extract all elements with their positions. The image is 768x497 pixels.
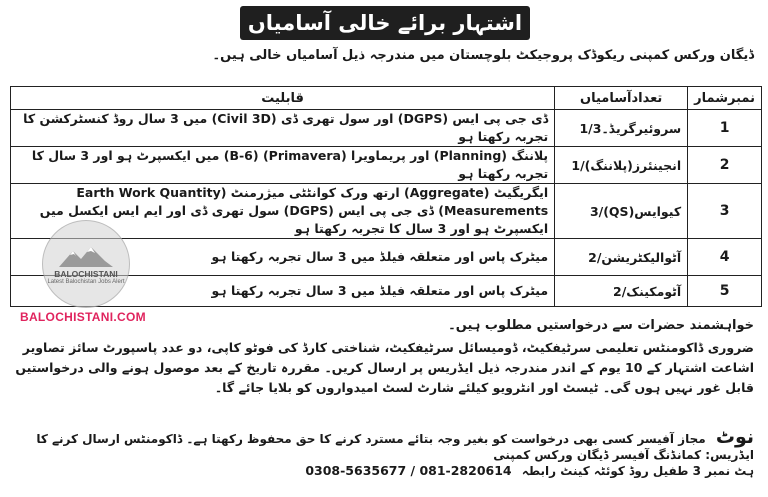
instructions-paragraph: ضروری ڈاکومنٹس تعلیمی سرٹیفکیٹ، ڈومیسائل سرٹیفکیٹ، شناختی کارڈ کی فوٹو کاپی، دو عدد پاسپورٹ سائز تصاویر اشاعت اشتہار کے 10 یوم کے اندر مندرجہ ذیل ایڈریس پر ارسال کریں۔ مقررہ تاریخ کے بعد موصول ہونے والی درخواستیں قابل غور نہیں ہوں گی۔ ٹیسٹ اور انٹرویو کیلئے شارٹ لسٹ امیدواروں کو بلایا جائے گا۔ [15, 340, 754, 395]
footer-address: ہٹ نمبر 3 طفیل روڈ کوئٹہ کینٹ رابطہ [521, 464, 754, 478]
intro-text: ڈیگان ورکس کمپنی ریکوڈک پروجیکٹ بلوچستان میں مندرجہ ذیل آسامیاں خالی ہیں۔ [212, 48, 754, 63]
row-serial: 4 [688, 239, 762, 276]
title-text: اشتہار برائے خالی آسامیاں [247, 11, 523, 35]
watermark-logo [42, 220, 130, 308]
table-header-row [11, 87, 762, 110]
site-url[interactable]: BALOCHISTANI.COM [20, 310, 146, 324]
row-post: انجینئرز(پلاننگ)/1 [555, 147, 688, 184]
row-qualification: ڈی جی پی ایس (DGPS) اور سول تھری ڈی (Civil 3D) میں 3 سال روڈ کنسٹرکشن کا تجربہ رکھتا ہو [11, 110, 555, 147]
watermark-tagline: Latest Balochistan Jobs Alert [47, 278, 125, 285]
row-qualification: پلاننگ (Planning) اور پریماویرا (Primavera) (B-6) میں ایکسپرٹ ہو اور 3 سال کا تجربہ رکھتا ہو [11, 147, 555, 184]
row-qualification: ایگریگیٹ (Aggregate) ارتھ ورک کوانٹٹی میژرمنٹ (Earth Work Quantity Measurements) ڈی جی پی ایس (DGPS) سول تھری ڈی اور ایم ایس ایکسل میں ایکسپرٹ ہو اور 3 سال کا تجربہ رکھتا ہو [11, 184, 555, 239]
note-section [14, 426, 754, 462]
row-serial: 3 [688, 184, 762, 239]
row-post: سروئیرگریڈ۔1/3 [555, 110, 688, 147]
row-qualification: میٹرک پاس اور متعلقہ فیلڈ میں 3 سال تجربہ رکھتا ہو [11, 239, 555, 276]
table-row [11, 110, 762, 147]
row-serial: 2 [688, 147, 762, 184]
applications-invited-text: خواہشمند حضرات سے درخواستیں مطلوب ہیں۔ [448, 318, 754, 333]
watermark-name: BALOCHISTANI [54, 268, 118, 279]
row-post: آٹومکینک/2 [555, 276, 688, 307]
mountain-icon [57, 243, 115, 269]
header-qualification: قابلیت [11, 87, 555, 110]
note-text: مجاز آفیسر کسی بھی درخواست کو بغیر وجہ بتائے مسترد کرنے کا حق محفوظ رکھتا ہے۔ ڈاکومنٹس ارسال کرنے کا ایڈریس: کمانڈنگ آفیسر ڈیگان ورکس کمپنی [36, 432, 754, 462]
advertisement-title [240, 6, 530, 40]
header-serial: نمبرشمار [688, 87, 762, 110]
footer-phones: 0308-5635677 / 081-2820614 [305, 463, 512, 478]
contact-footer [14, 463, 754, 478]
table-row [11, 147, 762, 184]
row-qualification: میٹرک پاس اور متعلقہ فیلڈ میں 3 سال تجربہ رکھتا ہو [11, 276, 555, 307]
table-row [11, 184, 762, 239]
row-post: آٹوالیکٹریشن/2 [555, 239, 688, 276]
row-serial: 5 [688, 276, 762, 307]
header-posts: تعدادآسامیاں [555, 87, 688, 110]
row-serial: 1 [688, 110, 762, 147]
note-label: نوٹ [715, 426, 754, 448]
row-post: کیوایس(QS)/3 [555, 184, 688, 239]
